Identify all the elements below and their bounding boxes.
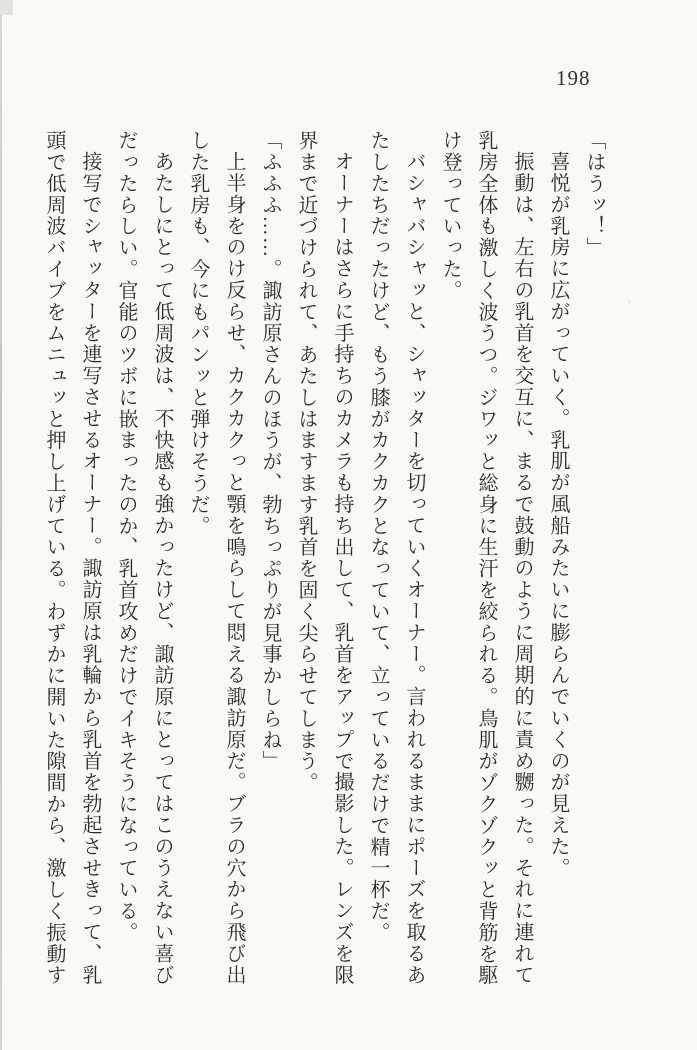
paragraph: 接写でシャッターを連写させるオーナー。諏訪原は乳輪から乳首を勃起させきって、乳頭で低周波バイブをムニュッと押し上げている。わずかに開いた隙間から、激しく振動す [43, 130, 101, 986]
paragraph: 上半身をのけ反らせ、カクカクっと顎を鳴らして悶える諏訪原だ。ブラの穴から飛び出した乳房も、今にもパンッと弾けそうだ。 [187, 130, 245, 986]
paragraph: バシャバシャッと、シャッターを切っていくオーナー。言われるままにポーズを取るあたしたちだったけど、もう膝がカクカクとなっていて、立っているだけで精一杯だ。 [367, 130, 425, 986]
page-number: 198 [556, 66, 591, 90]
paragraph-dialogue: 「ふふふ……。諏訪原さんのほうが、勃ちっぷりが見事かしらね」 [259, 130, 281, 772]
scan-corner-artifact [0, 0, 13, 15]
paragraph: オーナーはさらに手持ちのカメラも持ち出して、乳首をアップで撮影した。レンズを限界まで近づけられて、あたしはますます乳首を固く尖らせてしまう。 [295, 130, 353, 986]
body-text [34, 130, 612, 988]
paragraph: 振動は、左右の乳首を交互に、まるで鼓動のように周期的に責め嬲った。それに連れて乳房全体も激しく波うつ。ジワッと総身に生汗を絞られる。鳥肌がゾクゾクッと背筋を駆け登っていった。 [439, 130, 533, 986]
scan-edge-shadow [0, 0, 2, 1050]
paragraph: あたしにとって低周波は、不快感も強かったけど、諏訪原にとってはこのうえない喜びだったらしい。官能のツボに嵌まったのか、乳首攻めだけでイキそうになっている。 [115, 130, 173, 986]
paragraph-dialogue: 「はうッ！」 [583, 130, 605, 259]
paragraph: 喜悦が乳房に広がっていく。乳肌が風船みたいに膨らんでいくのが見えた。 [547, 151, 569, 879]
scan-speck [628, 300, 631, 303]
